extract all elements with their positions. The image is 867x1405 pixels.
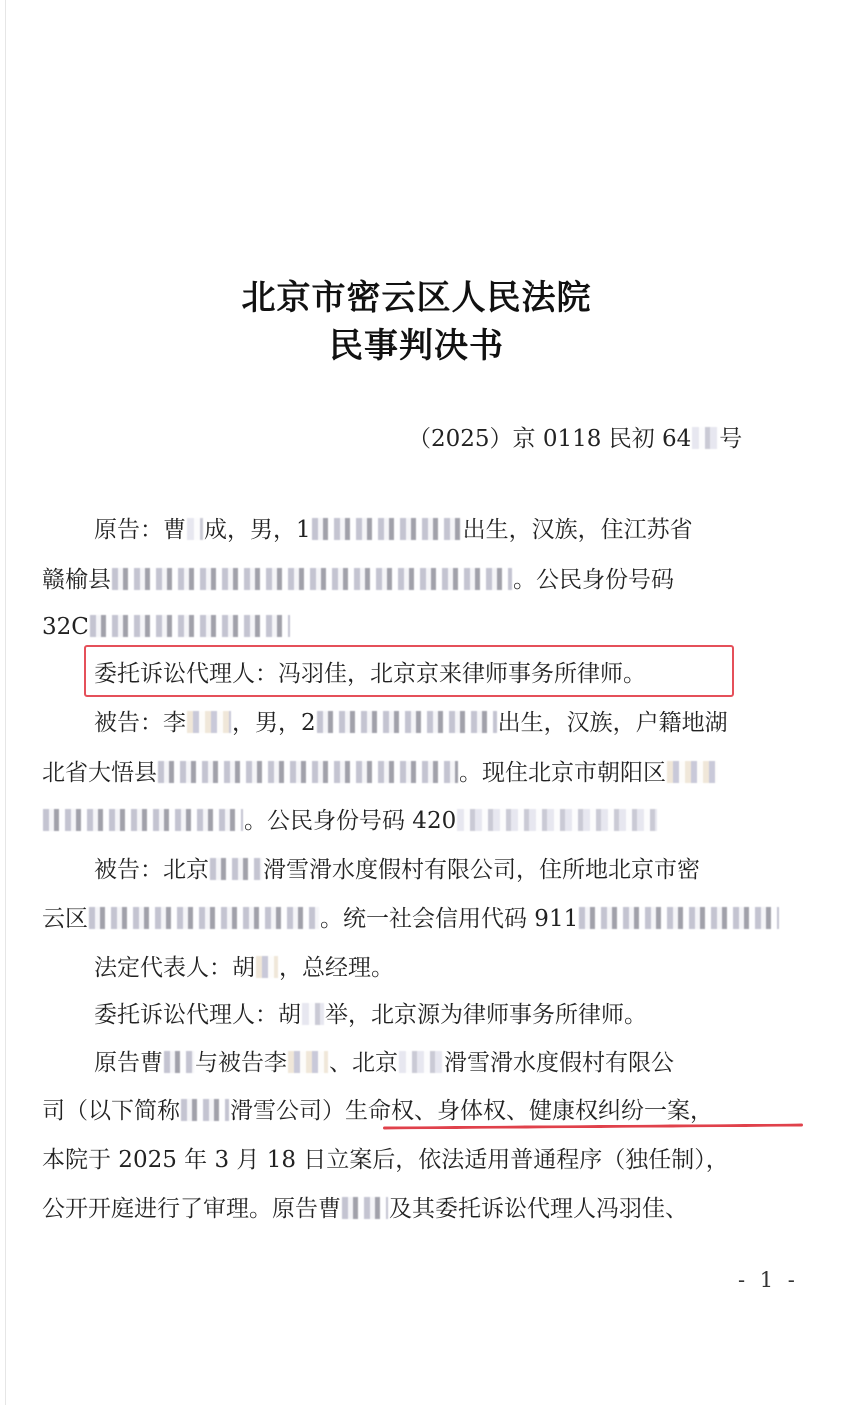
redaction-mosaic <box>187 711 231 733</box>
body-text: 司（以下简称 <box>42 1098 180 1124</box>
plaintiff-text: 成，男，1 <box>204 517 311 543</box>
redaction-mosaic <box>317 711 497 733</box>
body-line-3: 本院于 2025 年 3 月 18 日立案后，依法适用普通程序（独任制）， <box>42 1147 729 1173</box>
legal-representative <box>94 953 798 983</box>
plaintiff-line-3 <box>42 612 798 642</box>
plaintiff-text: 。公民身份号码 <box>513 567 674 593</box>
body-text: 原告曹 <box>94 1050 163 1076</box>
case-number <box>408 420 742 453</box>
redaction-mosaic <box>312 518 462 540</box>
case-number-suffix: 号 <box>719 426 743 452</box>
defendant2-text: 被告：北京 <box>94 857 209 883</box>
body-text: 与被告李 <box>195 1050 287 1076</box>
body-text: 滑雪滑水度假村有限公 <box>444 1050 674 1076</box>
defendant2-text: 云区 <box>42 906 88 932</box>
body-line-1 <box>94 1048 798 1078</box>
plaintiff-text: 原告：曹 <box>94 517 186 543</box>
plaintiff-text: 赣榆县 <box>42 567 111 593</box>
redaction-mosaic <box>43 809 243 831</box>
defendant2-text: 滑雪滑水度假村有限公司，住所地北京市密 <box>263 857 700 883</box>
redaction-mosaic <box>164 1051 194 1073</box>
redaction-mosaic <box>399 1051 443 1073</box>
defendant1-text: 北省大悟县 <box>42 760 157 786</box>
redaction-mosaic <box>90 615 290 637</box>
redaction-mosaic <box>692 427 718 449</box>
defendant2-line-1 <box>94 855 798 885</box>
highlight-box <box>84 645 734 697</box>
defendant2-agent-text: 委托诉讼代理人：胡 <box>94 1002 301 1028</box>
body-line-4 <box>42 1194 798 1224</box>
plaintiff-agent: 委托诉讼代理人：冯羽佳，北京京来律师事务所律师。 <box>94 661 646 687</box>
redaction-mosaic <box>89 907 319 929</box>
body-text: 公开开庭进行了审理。原告曹 <box>42 1196 341 1222</box>
body-text: 、北京 <box>329 1050 398 1076</box>
document-type: 民事判决书 <box>329 326 504 366</box>
redaction-mosaic <box>256 956 278 978</box>
plaintiff-text: 出生，汉族，住江苏省 <box>462 517 693 543</box>
page-edge <box>5 0 6 1405</box>
defendant1-text: 。现住北京市朝阳区 <box>459 760 666 786</box>
redaction-mosaic <box>579 907 779 929</box>
redaction-mosaic <box>158 761 458 783</box>
defendant2-agent-text: 举，北京源为律师事务所律师。 <box>325 1002 647 1028</box>
plaintiff-line-2 <box>42 565 798 595</box>
redaction-mosaic <box>181 1099 229 1121</box>
defendant1-text: 出生，汉族，户籍地湖 <box>497 710 728 736</box>
underlined-case-cause: 生命权、身体权、健康权纠纷一案， <box>345 1098 713 1124</box>
redaction-mosaic <box>187 518 203 540</box>
redaction-mosaic <box>112 568 512 590</box>
court-name: 北京市密云区人民法院 <box>241 278 592 318</box>
redaction-mosaic <box>342 1197 388 1219</box>
defendant2-agent <box>94 1000 798 1030</box>
plaintiff-line-1 <box>94 515 798 545</box>
body-text: 滑雪公司） <box>230 1098 345 1124</box>
defendant1-line-1 <box>94 708 798 738</box>
defendant1-text: 被告：李 <box>94 710 186 736</box>
defendant1-text: ，男，2 <box>232 710 316 736</box>
defendant1-text: 。公民身份号码 420 <box>244 808 457 834</box>
redaction-mosaic <box>457 809 657 831</box>
redaction-mosaic <box>302 1003 324 1025</box>
redaction-mosaic <box>288 1051 328 1073</box>
defendant2-line-2 <box>42 904 798 934</box>
defendant2-text: 。统一社会信用代码 911 <box>320 906 579 932</box>
legal-rep-text: ，总经理。 <box>279 955 394 981</box>
redaction-mosaic <box>210 858 262 880</box>
plaintiff-text: 32C <box>42 614 89 640</box>
body-line-2 <box>42 1096 798 1126</box>
page-number: - 1 - <box>738 1268 799 1292</box>
case-number-text: （2025）京 0118 民初 64 <box>408 426 692 452</box>
body-text: 及其委托诉讼代理人冯羽佳、 <box>389 1196 688 1222</box>
defendant1-line-3 <box>42 806 798 836</box>
redaction-mosaic <box>667 761 717 783</box>
defendant1-line-2 <box>42 758 798 788</box>
legal-rep-text: 法定代表人：胡 <box>94 955 255 981</box>
